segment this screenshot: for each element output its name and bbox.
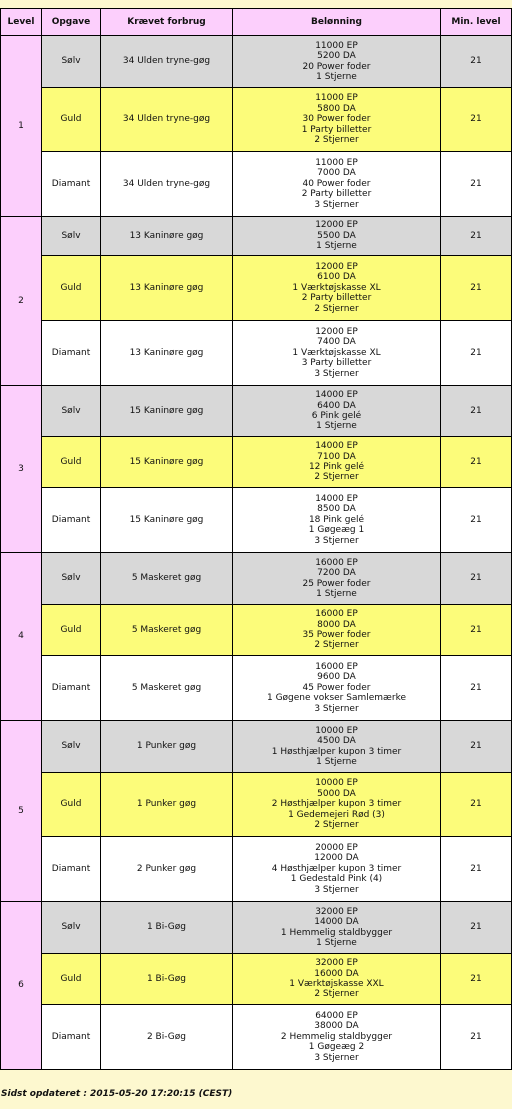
reward-line: 3 Stjerner: [314, 703, 359, 714]
reward-line: 1 Stjerne: [316, 937, 357, 948]
table-row: [1, 954, 512, 1005]
reward-line: 1 Gedestald Pink (4): [290, 874, 383, 885]
min-level-cell: 21: [441, 1005, 512, 1070]
opgave-cell: Guld: [42, 773, 101, 837]
reward-line: 11000 EP: [315, 40, 358, 51]
reward-line: 1 Værktøjskasse XL: [292, 347, 381, 358]
reward-line: 1 Værktøjskasse XXL: [289, 979, 384, 989]
forbrug-cell: 15 Kaninøre gøg: [101, 386, 233, 437]
belonning-cell: [233, 1005, 441, 1070]
header-opgave: Opgave: [42, 9, 101, 36]
forbrug-cell: 34 Ulden tryne-gøg: [101, 88, 233, 152]
reward-line: 6400 DA: [317, 400, 356, 411]
header-forbrug: Krævet forbrug: [101, 9, 233, 36]
reward-line: 3 Stjerner: [314, 884, 359, 895]
reward-line: 7100 DA: [317, 451, 356, 462]
table-row: [1, 553, 512, 605]
belonning-cell: [233, 217, 441, 256]
opgave-cell: Sølv: [42, 721, 101, 773]
reward-line: 30 Power foder: [302, 114, 371, 125]
reward-line: 5800 DA: [317, 103, 356, 114]
reward-line: 1 Gøgeæg 1: [308, 525, 365, 536]
opgave-cell: Guld: [42, 605, 101, 656]
forbrug-cell: 13 Kaninøre gøg: [101, 256, 233, 321]
reward-line: 20 Power foder: [302, 61, 371, 72]
header-level: Level: [1, 9, 42, 36]
table-row: [1, 217, 512, 256]
belonning-cell: [233, 954, 441, 1005]
belonning-cell: [233, 256, 441, 321]
header-min-level: Min. level: [441, 9, 512, 36]
table-row: [1, 837, 512, 902]
min-level-cell: 21: [441, 152, 512, 217]
forbrug-cell: 13 Kaninøre gøg: [101, 321, 233, 386]
reward-line: 38000 DA: [314, 1021, 359, 1032]
table-row: [1, 656, 512, 721]
min-level-cell: 21: [441, 488, 512, 553]
reward-line: 1 Gøgene vokser Samlemærke: [266, 693, 407, 704]
belonning-cell: [233, 437, 441, 488]
min-level-cell: 21: [441, 721, 512, 773]
reward-line: 12000 EP: [315, 261, 358, 272]
belonning-cell: [233, 605, 441, 656]
reward-line: 3 Stjerner: [314, 368, 359, 379]
reward-line: 1 Stjerne: [316, 588, 357, 599]
reward-line: 8000 DA: [317, 619, 356, 630]
reward-line: 1 Stjerne: [316, 421, 357, 432]
reward-line: 3 Party billetter: [301, 358, 372, 369]
table-row: [1, 152, 512, 217]
reward-line: 5500 DA: [317, 230, 356, 241]
forbrug-cell: 2 Punker gøg: [101, 837, 233, 902]
reward-line: 2 Hemmelig staldbygger: [280, 1031, 393, 1042]
reward-line: 32000 EP: [315, 906, 358, 917]
opgave-cell: Sølv: [42, 902, 101, 954]
belonning-cell: [233, 773, 441, 837]
reward-line: 12 Pink gelé: [308, 462, 365, 472]
reward-line: 18 Pink gelé: [308, 514, 365, 525]
opgave-cell: Diamant: [42, 488, 101, 553]
reward-line: 1 Hemmelig staldbygger: [280, 927, 393, 938]
reward-line: 1 Party billetter: [301, 124, 372, 135]
reward-line: 1 Gedemejeri Rød (3): [288, 809, 385, 820]
min-level-cell: 21: [441, 837, 512, 902]
forbrug-cell: 34 Ulden tryne-gøg: [101, 36, 233, 88]
reward-line: 16000 DA: [314, 968, 359, 979]
opgave-cell: Diamant: [42, 656, 101, 721]
table-row: [1, 36, 512, 88]
belonning-cell: [233, 152, 441, 217]
table-row: [1, 721, 512, 773]
reward-line: 14000 DA: [314, 917, 359, 928]
reward-line: 16000 EP: [315, 661, 358, 672]
table-row: [1, 437, 512, 488]
reward-line: 12000 EP: [315, 220, 358, 231]
forbrug-cell: 5 Maskeret gøg: [101, 656, 233, 721]
opgave-cell: Guld: [42, 437, 101, 488]
reward-line: 1 Stjerne: [316, 71, 357, 82]
level-cell: 3: [1, 386, 42, 553]
reward-line: 7200 DA: [317, 568, 356, 579]
reward-line: 2 Stjerner: [314, 640, 359, 651]
opgave-cell: Diamant: [42, 321, 101, 386]
min-level-cell: 21: [441, 386, 512, 437]
min-level-cell: 21: [441, 256, 512, 321]
min-level-cell: 21: [441, 437, 512, 488]
level-cell: 5: [1, 721, 42, 902]
belonning-cell: [233, 902, 441, 954]
opgave-cell: Diamant: [42, 1005, 101, 1070]
opgave-cell: Guld: [42, 954, 101, 1005]
last-updated: Sidst opdateret : 2015-05-20 17:20:15 (CEST): [1, 1089, 233, 1099]
forbrug-cell: 1 Punker gøg: [101, 721, 233, 773]
table-row: [1, 88, 512, 152]
reward-line: 7000 DA: [317, 168, 356, 179]
table-row: [1, 1005, 512, 1070]
opgave-cell: Diamant: [42, 152, 101, 217]
level-cell: 4: [1, 553, 42, 721]
reward-line: 14000 EP: [315, 493, 358, 504]
belonning-cell: [233, 88, 441, 152]
reward-line: 64000 EP: [315, 1010, 358, 1021]
belonning-cell: [233, 488, 441, 553]
forbrug-cell: 5 Maskeret gøg: [101, 553, 233, 605]
opgave-cell: Sølv: [42, 217, 101, 256]
min-level-cell: 21: [441, 217, 512, 256]
forbrug-cell: 13 Kaninøre gøg: [101, 217, 233, 256]
level-cell: 1: [1, 36, 42, 217]
min-level-cell: 21: [441, 553, 512, 605]
reward-line: 1 Stjerne: [316, 756, 357, 767]
belonning-cell: [233, 36, 441, 88]
quest-table-body: [1, 36, 512, 1070]
reward-line: 3 Stjerner: [314, 199, 359, 210]
reward-line: 2 Party billetter: [301, 293, 372, 304]
belonning-cell: [233, 386, 441, 437]
reward-line: 1 Høsthjælper kupon 3 timer: [271, 746, 402, 757]
belonning-cell: [233, 321, 441, 386]
reward-line: 10000 EP: [315, 725, 358, 736]
reward-line: 10000 EP: [315, 778, 358, 789]
reward-line: 16000 EP: [315, 609, 358, 620]
reward-line: 5000 DA: [317, 788, 356, 799]
reward-line: 1 Gøgeæg 2: [308, 1042, 365, 1053]
belonning-cell: [233, 656, 441, 721]
reward-line: 45 Power foder: [302, 682, 371, 693]
reward-line: 4 Høsthjælper kupon 3 timer: [271, 863, 402, 874]
min-level-cell: 21: [441, 954, 512, 1005]
forbrug-cell: 1 Bi-Gøg: [101, 954, 233, 1005]
min-level-cell: 21: [441, 321, 512, 386]
table-row: [1, 488, 512, 553]
forbrug-cell: 15 Kaninøre gøg: [101, 488, 233, 553]
reward-line: 9600 DA: [317, 672, 356, 683]
opgave-cell: Sølv: [42, 36, 101, 88]
table-row: [1, 386, 512, 437]
min-level-cell: 21: [441, 605, 512, 656]
reward-line: 11000 EP: [315, 157, 358, 168]
reward-line: 1 Stjerne: [316, 241, 357, 252]
table-row: [1, 605, 512, 656]
reward-line: 32000 EP: [315, 958, 358, 969]
min-level-cell: 21: [441, 773, 512, 837]
reward-line: 8500 DA: [317, 504, 356, 515]
reward-line: 16000 EP: [315, 557, 358, 568]
min-level-cell: 21: [441, 88, 512, 152]
opgave-cell: Diamant: [42, 837, 101, 902]
forbrug-cell: 2 Bi-Gøg: [101, 1005, 233, 1070]
reward-line: 2 Stjerner: [314, 303, 359, 314]
reward-line: 35 Power foder: [302, 630, 371, 640]
reward-line: 2 Høsthjælper kupon 3 timer: [271, 799, 402, 810]
reward-line: 2 Stjerner: [314, 989, 359, 1000]
reward-line: 7400 DA: [317, 337, 356, 348]
reward-line: 2 Stjerner: [314, 820, 359, 831]
table-row: [1, 321, 512, 386]
table-row: [1, 256, 512, 321]
table-row: [1, 773, 512, 837]
reward-line: 12000 EP: [315, 326, 358, 337]
forbrug-cell: 1 Bi-Gøg: [101, 902, 233, 954]
min-level-cell: 21: [441, 656, 512, 721]
table-row: [1, 902, 512, 954]
belonning-cell: [233, 837, 441, 902]
opgave-cell: Guld: [42, 256, 101, 321]
reward-line: 3 Stjerner: [314, 1052, 359, 1063]
reward-line: 4500 DA: [317, 736, 356, 747]
reward-line: 14000 EP: [315, 390, 358, 401]
forbrug-cell: 5 Maskeret gøg: [101, 605, 233, 656]
opgave-cell: Sølv: [42, 386, 101, 437]
belonning-cell: [233, 721, 441, 773]
reward-line: 2 Stjerner: [314, 472, 359, 483]
belonning-cell: [233, 553, 441, 605]
reward-line: 2 Party billetter: [301, 189, 372, 200]
reward-line: 12000 DA: [314, 853, 359, 864]
header-row: [1, 9, 512, 36]
reward-line: 1 Værktøjskasse XL: [292, 282, 381, 293]
level-cell: 2: [1, 217, 42, 386]
reward-line: 20000 EP: [315, 842, 358, 853]
reward-line: 6 Pink gelé: [311, 411, 362, 421]
min-level-cell: 21: [441, 36, 512, 88]
reward-line: 40 Power foder: [302, 178, 371, 189]
header-belonning: Belønning: [233, 9, 441, 36]
reward-line: 14000 EP: [315, 441, 358, 452]
forbrug-cell: 15 Kaninøre gøg: [101, 437, 233, 488]
reward-line: 3 Stjerner: [314, 535, 359, 546]
forbrug-cell: 1 Punker gøg: [101, 773, 233, 837]
reward-line: 6100 DA: [317, 272, 356, 283]
min-level-cell: 21: [441, 902, 512, 954]
quest-table: [0, 8, 512, 1070]
reward-line: 2 Stjerner: [314, 135, 359, 146]
opgave-cell: Guld: [42, 88, 101, 152]
opgave-cell: Sølv: [42, 553, 101, 605]
reward-line: 11000 EP: [315, 93, 358, 104]
forbrug-cell: 34 Ulden tryne-gøg: [101, 152, 233, 217]
level-cell: 6: [1, 902, 42, 1070]
reward-line: 5200 DA: [317, 51, 356, 62]
reward-line: 25 Power foder: [302, 578, 371, 589]
